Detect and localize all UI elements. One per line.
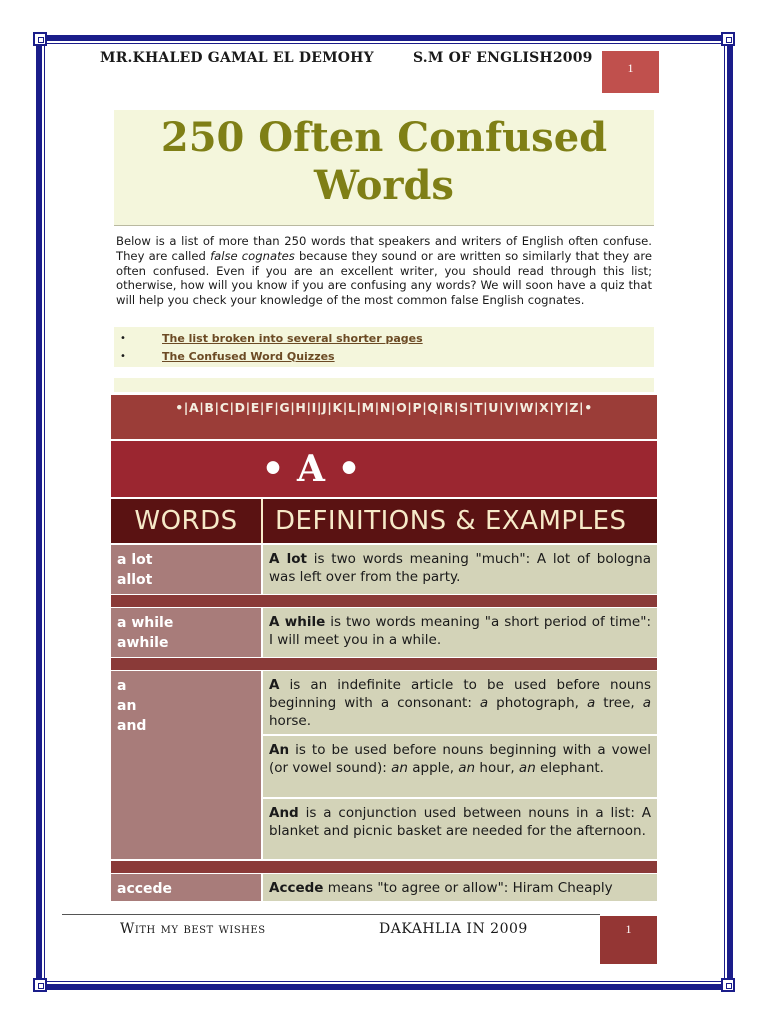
definition-cell: [263, 734, 657, 797]
table-row: [111, 545, 657, 594]
table-row: [111, 671, 657, 859]
definition-cell: [263, 797, 657, 859]
definition-text: is two words meaning "much": A lot of bologna was left over from the party.: [269, 551, 651, 585]
footer-page-number: 1: [600, 916, 657, 964]
words-cell: [111, 608, 263, 657]
title-line-1: 250 Often Confused: [160, 114, 608, 161]
corner-ornament: [721, 978, 735, 992]
definition-term: A while: [269, 614, 326, 630]
words-column-header: WORDS: [111, 499, 263, 543]
example-article: a: [586, 695, 596, 711]
definition-text: hour,: [475, 760, 519, 776]
definition-text: is two words meaning "a short period of time": I will meet you in a while.: [269, 614, 651, 648]
word: accede: [117, 881, 173, 897]
definition-text: horse.: [269, 713, 311, 729]
table-row: [111, 874, 657, 901]
section-letter-band: [111, 441, 657, 497]
definition-text: apple,: [407, 760, 459, 776]
words-cell: [111, 671, 263, 859]
word: an: [117, 698, 137, 714]
definition-cell: [263, 671, 657, 734]
word: awhile: [117, 635, 169, 651]
header-subtitle: S.M OF ENGLISH2009: [413, 50, 593, 66]
definition-term: Accede: [269, 880, 324, 896]
intro-part-1: Below is a list of more than 250 words that speakers and writers of English often confuse. They are called: [116, 234, 652, 263]
example-article: a: [479, 695, 489, 711]
header-page-number: 1: [602, 51, 659, 93]
word: allot: [117, 572, 153, 588]
definition-cell: [263, 545, 657, 594]
word: and: [117, 718, 147, 734]
footer-location: DAKAHLIA IN 2009: [379, 921, 528, 937]
footer-wishes: With my best wishes: [120, 921, 266, 937]
corner-ornament: [33, 32, 47, 46]
definition-text: tree,: [595, 695, 643, 711]
bullet: •: [120, 350, 126, 362]
definition-term: And: [269, 805, 299, 821]
definition-text: means "to agree or allow": Hiram Cheaply: [323, 880, 613, 896]
list-item: [114, 329, 654, 347]
word: a while: [117, 615, 174, 631]
title-block: [114, 110, 654, 226]
example-article: a: [642, 695, 651, 711]
intro-emphasis: false cognates: [210, 248, 295, 263]
definition-text: is an indefinite article to be used before nouns beginning with a consonant:: [269, 677, 651, 711]
definition-term: An: [269, 742, 290, 758]
title-line-2: Words: [314, 162, 454, 209]
bullet: •: [120, 332, 126, 344]
definition-cell: [263, 874, 657, 901]
section-letter: • A •: [261, 448, 361, 490]
shorter-pages-link[interactable]: The list broken into several shorter pages: [162, 331, 423, 345]
corner-ornament: [721, 32, 735, 46]
intro-paragraph: [116, 234, 652, 308]
words-cell: [111, 545, 263, 594]
example-article: an: [391, 760, 408, 776]
row-separator: [111, 595, 657, 607]
definition-term: A: [269, 677, 280, 693]
header-author: MR.KHALED GAMAL EL DEMOHY: [100, 50, 374, 66]
alphabet-nav[interactable]: •|A|B|C|D|E|F|G|H|I|J|K|L|M|N|O|P|Q|R|S|T|U|V|W|X|Y|Z|•: [111, 395, 657, 439]
word: a lot: [117, 552, 153, 568]
definition-cell: [263, 608, 657, 657]
spacer-band: [114, 378, 654, 392]
corner-ornament: [33, 978, 47, 992]
footer-divider: [62, 914, 600, 915]
row-separator: [111, 658, 657, 670]
definition-text: is a conjunction used between nouns in a list: A blanket and picnic basket are needed for the afternoon.: [269, 805, 651, 839]
quizzes-link[interactable]: The Confused Word Quizzes: [162, 349, 335, 363]
table-row: [111, 608, 657, 657]
link-list: [114, 327, 654, 367]
word: a: [117, 678, 127, 694]
example-article: an: [458, 760, 476, 776]
words-cell: [111, 874, 263, 901]
page-title: [114, 110, 654, 210]
definition-text: photograph,: [488, 695, 587, 711]
list-item: [114, 347, 654, 365]
definitions-column-header: DEFINITIONS & EXAMPLES: [275, 506, 627, 536]
intro-part-2: because they sound or are written so similarly that they are often confused. Even if you are an excellent writer, you should read through this list; otherwise, how will you know if you are confusing any words? We will soon have a quiz that will help you check your knowledge of the most common false English cognates.: [116, 248, 652, 308]
definition-term: A lot: [269, 551, 307, 567]
definition-text: elephant.: [535, 760, 604, 776]
definition-text: is to be used before nouns beginning with a vowel (or vowel sound):: [269, 742, 651, 776]
table-header: [111, 499, 657, 543]
example-article: an: [518, 760, 536, 776]
row-separator: [111, 861, 657, 873]
